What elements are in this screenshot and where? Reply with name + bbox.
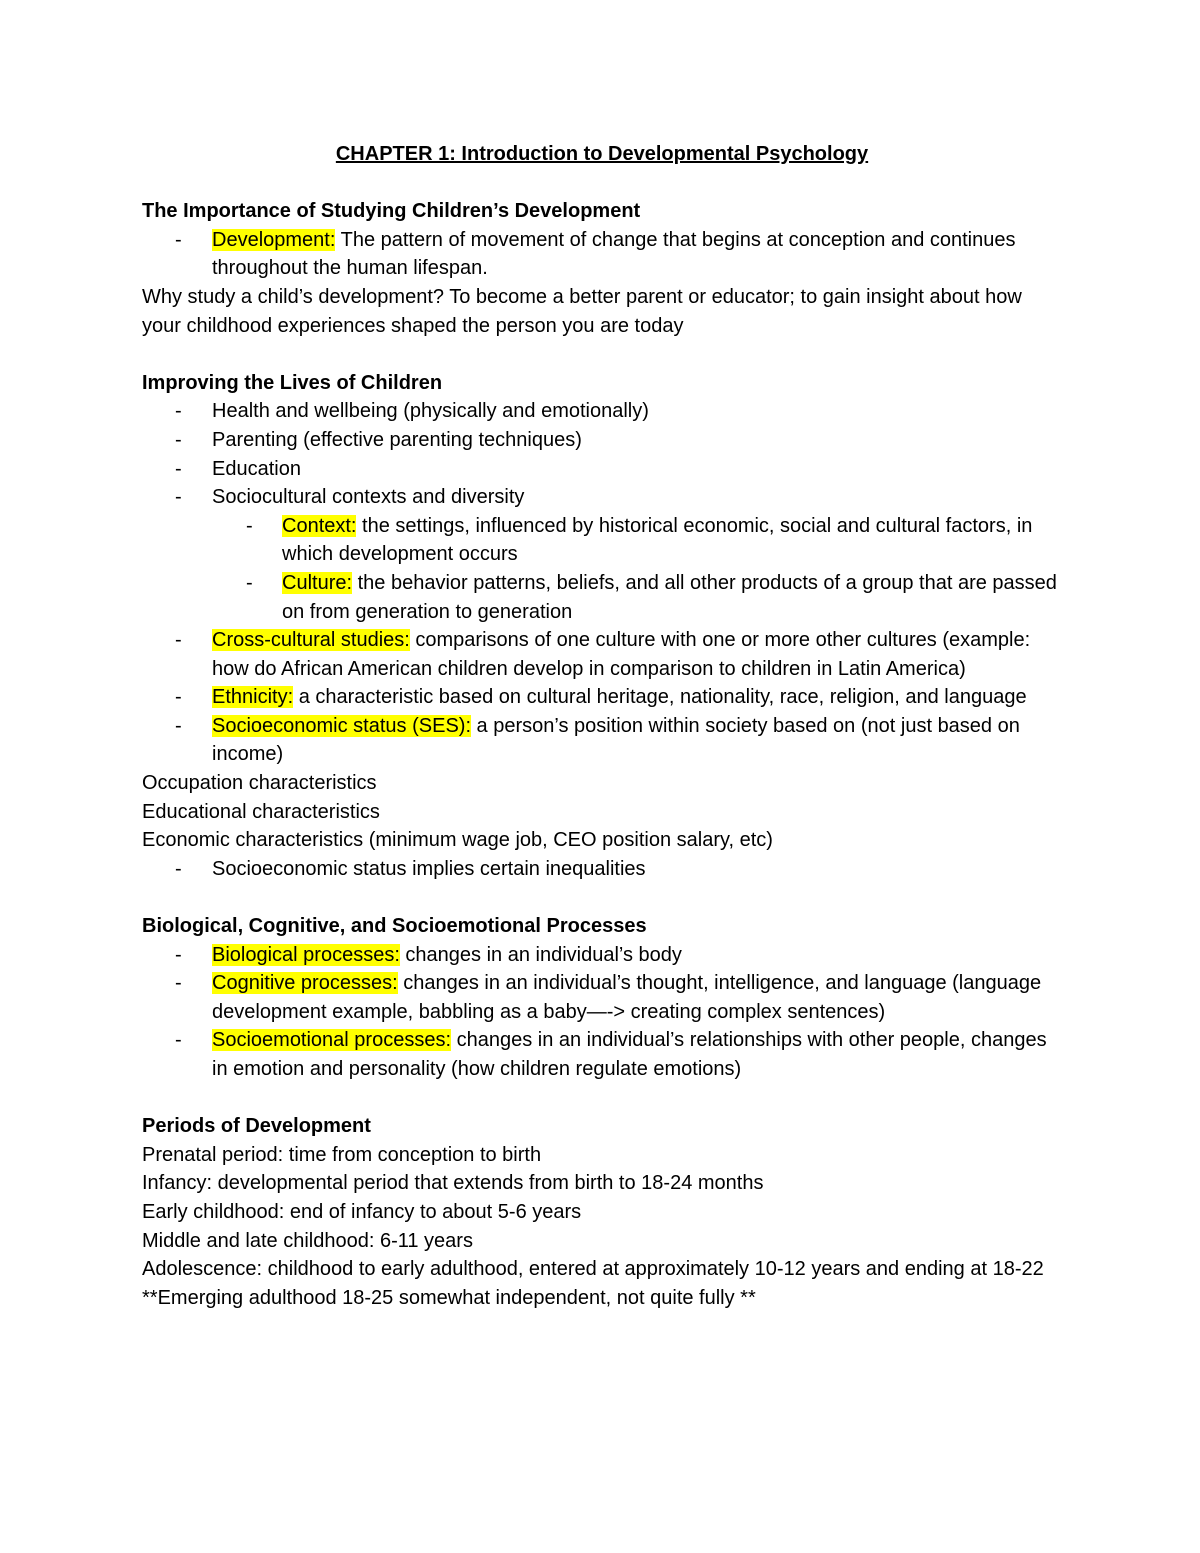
list-item: - Health and wellbeing (physically and emotionally) xyxy=(142,397,1062,426)
importance-list xyxy=(142,226,1062,283)
spacer xyxy=(142,169,1062,198)
spacer xyxy=(142,883,1062,912)
section-heading-improving: Improving the Lives of Children xyxy=(142,371,443,394)
term-biological: Biological processes: xyxy=(212,943,400,966)
list-item: - Parenting (effective parenting techniques) xyxy=(142,426,1062,455)
definition-socioemotional: changes in an individual’s relationships with other people, changes in emotion and personality (how children regulate emotions) xyxy=(212,1029,1047,1080)
term-culture: Culture: xyxy=(282,571,353,594)
term-socioemotional: Socioemotional processes: xyxy=(212,1029,452,1052)
definition-ses: a person’s position within society based on (not just based on income) xyxy=(212,714,1020,766)
ses-note-list xyxy=(142,855,1062,884)
page-title: CHAPTER 1: Introduction to Developmental Psychology xyxy=(335,143,869,165)
list-item xyxy=(142,683,1062,712)
list-item xyxy=(142,969,1062,1026)
sociocultural-sublist xyxy=(142,512,1062,626)
list-item xyxy=(142,626,1062,683)
text-line: Occupation characteristics xyxy=(142,772,377,795)
definition-cross-cultural: comparisons of one culture with one or more other cultures (example: how do African American children develop in comparison to children in Latin America) xyxy=(212,629,1031,680)
improving-list xyxy=(142,397,1062,511)
list-item: - Sociocultural contexts and diversity xyxy=(142,483,1062,512)
section-heading-importance: The Importance of Studying Children’s Development xyxy=(142,200,641,223)
list-item xyxy=(142,512,1062,569)
definition-biological: changes in an individual’s body xyxy=(399,943,682,966)
definition-culture: the behavior patterns, beliefs, and all other products of a group that are passed on from generation to generation xyxy=(282,571,1057,623)
definition-cognitive: changes in an individual’s thought, intelligence, and language (language development example, babbling as a baby—-> creating complex sentences) xyxy=(212,972,1042,1023)
processes-list xyxy=(142,941,1062,1084)
list-item: - Socioeconomic status implies certain inequalities xyxy=(142,855,1062,884)
text-line: Middle and late childhood: 6-11 years xyxy=(142,1229,473,1252)
term-cognitive: Cognitive processes: xyxy=(212,972,398,995)
list-item xyxy=(142,1026,1062,1083)
document-body xyxy=(142,140,1062,1312)
text-line: **Emerging adulthood 18-25 somewhat independent, not quite fully ** xyxy=(142,1286,756,1309)
term-cross-cultural: Cross-cultural studies: xyxy=(212,629,410,652)
list-item xyxy=(142,712,1062,769)
text-line: Economic characteristics (minimum wage job, CEO position salary, etc) xyxy=(142,829,773,852)
list-item xyxy=(142,941,1062,970)
definition-context: the settings, influenced by historical economic, social and cultural factors, in which development occurs xyxy=(282,514,1033,566)
section-heading-processes: Biological, Cognitive, and Socioemotional Processes xyxy=(142,915,647,938)
spacer xyxy=(142,1084,1062,1113)
improving-terms-list xyxy=(142,626,1062,769)
definition-development: The pattern of movement of change that begins at conception and continues throughout the human lifespan. xyxy=(212,228,1016,280)
list-item xyxy=(142,569,1062,626)
list-item xyxy=(142,226,1062,283)
term-ethnicity: Ethnicity: xyxy=(212,686,294,709)
text-line: Prenatal period: time from conception to birth xyxy=(142,1143,542,1166)
spacer xyxy=(142,340,1062,369)
term-context: Context: xyxy=(282,514,357,537)
section-heading-periods: Periods of Development xyxy=(142,1115,371,1138)
text-line: Early childhood: end of infancy to about 5-6 years xyxy=(142,1200,582,1223)
why-study-paragraph: Why study a child’s development? To become a better parent or educator; to gain insight about how your childhood experiences shaped the person you are today xyxy=(142,285,1022,337)
term-development: Development: xyxy=(212,228,336,251)
text-line: Infancy: developmental period that extends from birth to 18-24 months xyxy=(142,1172,764,1195)
definition-ethnicity: a characteristic based on cultural heritage, nationality, race, religion, and language xyxy=(293,686,1027,709)
text-line: Adolescence: childhood to early adulthood, entered at approximately 10-12 years and ending at 18-22 xyxy=(142,1258,1044,1281)
text-line: Educational characteristics xyxy=(142,800,380,823)
term-ses: Socioeconomic status (SES): xyxy=(212,714,471,737)
list-item: - Education xyxy=(142,455,1062,484)
